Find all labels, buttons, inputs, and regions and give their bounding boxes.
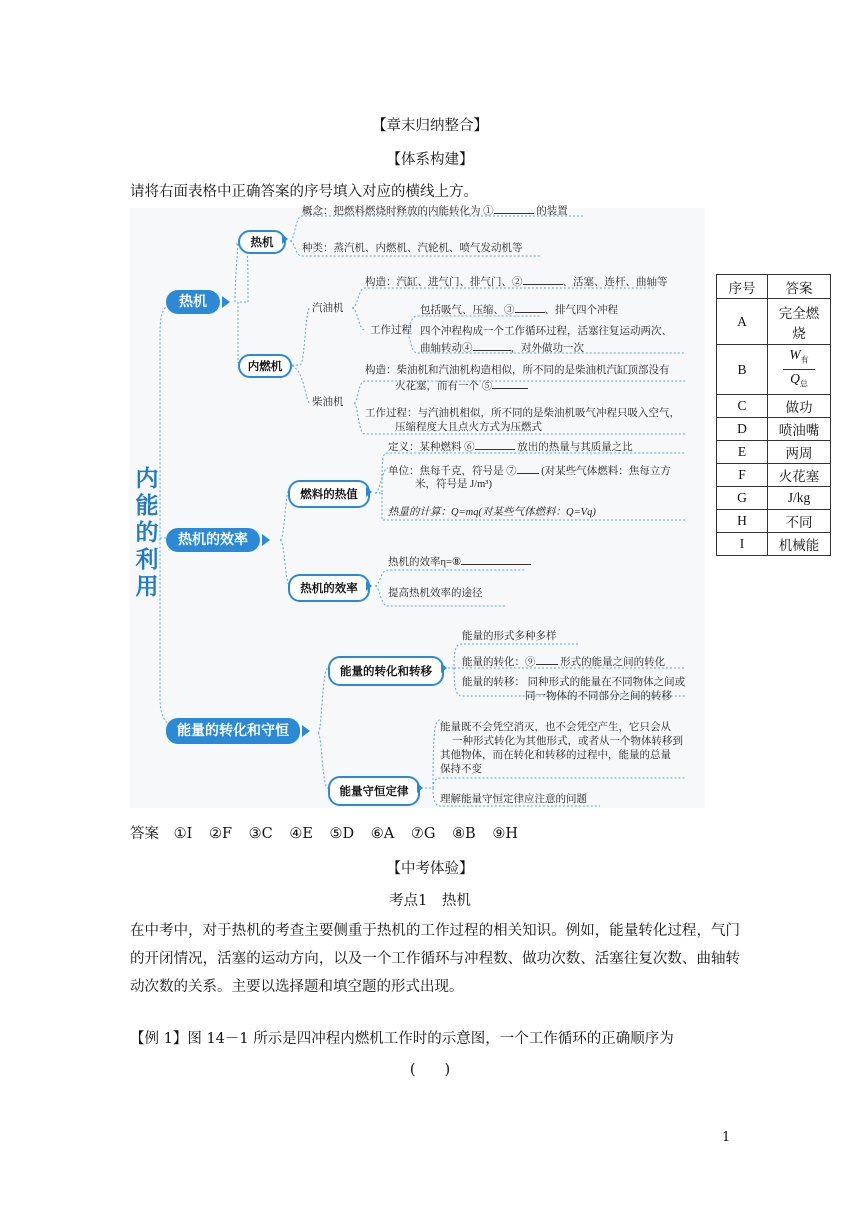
answer-item: ①I	[173, 826, 193, 842]
table-row	[717, 487, 831, 510]
table-value: 火花塞	[768, 464, 831, 487]
diesel-process-2: 压缩程度大且点火方式为压燃式	[395, 422, 542, 433]
efficiency-formula: 热机的效率η=⑧	[388, 553, 531, 570]
branch-efficiency: 热机的效率	[166, 528, 260, 552]
table-header: 答案	[768, 275, 831, 299]
table-key: G	[717, 487, 768, 510]
arrow-icon	[222, 296, 230, 308]
table-key: D	[717, 418, 768, 441]
arrow-icon	[366, 487, 372, 497]
energy-forms: 能量的形式多种多样	[462, 631, 557, 642]
answers-label: 答案	[130, 826, 159, 842]
section-heading: 【体系构建】	[386, 152, 474, 168]
table-value-fraction	[768, 345, 831, 395]
table-row	[717, 299, 831, 345]
node-fuel-heat: 燃料的热值	[288, 480, 370, 508]
conservation-law-3: 其他物体，而在转化和转移的过程中，能量的总量	[440, 750, 671, 761]
branch-energy: 能量的转化和守恒	[166, 718, 300, 744]
petrol-process-2a: 四个冲程构成一个工作循环过程，活塞往复运动两次、	[420, 326, 672, 337]
table-value: 机械能	[768, 533, 831, 556]
label-process: 工作过程	[370, 325, 412, 336]
conservation-law-2: 一种形式转化为其他形式，或者从一个物体转移到	[452, 736, 683, 747]
table-key: H	[717, 510, 768, 533]
answer-item: ②F	[208, 826, 233, 842]
conservation-law-1: 能量既不会凭空消灭，也不会凭空产生，它只会从	[440, 722, 671, 733]
answer-item: ⑥A	[370, 826, 395, 842]
answer-item: ③C	[248, 826, 273, 842]
answer-item: ⑨H	[492, 826, 518, 842]
arrow-icon	[417, 783, 423, 793]
conservation-law-4: 保持不变	[440, 764, 482, 775]
instruction-text: 请将右面表格中正确答案的序号填入对应的横线上方。	[130, 184, 478, 200]
improve-efficiency: 提高热机效率的途径	[388, 588, 483, 599]
petrol-structure: 构造：汽缸、进气门、排气门、② 、活塞、连杆、曲轴等	[365, 273, 668, 290]
arrow-icon	[302, 725, 310, 737]
chapter-heading: 【章末归纳整合】	[372, 118, 488, 134]
mind-map	[130, 208, 705, 808]
table-value: 完全燃 烧	[768, 299, 831, 345]
table-row	[717, 533, 831, 556]
example-1: 【例 1】图 14－1 所示是四冲程内燃机工作时的示意图，一个工作循环的正确顺序为	[130, 1031, 674, 1047]
answers-line	[130, 822, 518, 843]
table-value: 喷油嘴	[768, 418, 831, 441]
diesel-process-1: 工作过程：与汽油机相似，所不同的是柴油机吸气冲程只吸入空气，	[365, 408, 680, 419]
exam-paragraph: 在中考中，对于热机的考查主要侧重于热机的工作过程的相关知识。例如，能量转化过程，气门的开闭情况，活塞的运动方向，以及一个工作循环与冲程数、做功次数、活塞往复次数、曲轴转动次数的关系。主要以选择题和填空题的形式出现。	[130, 923, 740, 995]
energy-transfer-1: 能量的转移： 同种形式的能量在不同物体之间或	[462, 677, 686, 688]
answer-parentheses: ( )	[409, 1062, 451, 1078]
petrol-process-1: 包括吸气、压缩、③ 、排气四个冲程	[420, 301, 618, 318]
table-key: E	[717, 441, 768, 464]
energy-conversion: 能量的转化：⑨ 形式的能量之间的转化	[462, 653, 665, 670]
table-row	[717, 510, 831, 533]
central-title-5: 用	[135, 574, 159, 600]
node-engine-efficiency: 热机的效率	[288, 574, 370, 602]
efficiency-fraction: $\frac{W_有}{Q_总}$	[783, 346, 814, 392]
table-row	[717, 395, 831, 418]
table-row	[717, 418, 831, 441]
table-header: 序号	[717, 275, 768, 299]
central-title-3: 的	[135, 520, 159, 546]
table-row	[717, 345, 831, 395]
heat-calc: 热量的计算：Q=mq(对某些气体燃料：Q=Vq)	[388, 507, 596, 518]
types-text: 种类：蒸汽机、内燃机、汽轮机、喷气发动机等	[302, 243, 523, 254]
energy-transfer-2: 同一物体的不同部分之间的转移	[525, 691, 672, 702]
heat-value-unit-1: 单位：焦每千克，符号是 ⑦ (对某些气体燃料：焦每立方	[388, 462, 671, 479]
table-row	[717, 464, 831, 487]
answer-table	[716, 274, 831, 556]
table-value: 不同	[768, 510, 831, 533]
understand-law: 理解能量守恒定律应注意的问题	[440, 794, 587, 805]
table-key: I	[717, 533, 768, 556]
table-key: A	[717, 299, 768, 345]
table-row	[717, 441, 831, 464]
central-title-4: 利	[135, 547, 159, 573]
answer-item: ⑧B	[452, 826, 476, 842]
arrow-icon	[282, 234, 288, 244]
label-diesel: 柴油机	[312, 397, 344, 408]
answer-item: ④E	[289, 826, 313, 842]
answer-item: ⑤D	[329, 826, 355, 842]
node-energy-conservation: 能量守恒定律	[328, 776, 420, 806]
exam-point: 考点1 热机	[389, 893, 471, 909]
page-number: 1	[722, 1130, 731, 1145]
heat-value-unit-2: 米，符号是 J/m³)	[415, 479, 492, 490]
label-petrol: 汽油机	[312, 303, 344, 314]
arrow-icon	[262, 534, 270, 546]
node-heat-engine: 热机	[238, 230, 286, 254]
concept-text: 概念：把燃料燃烧时释放的内能转化为 ① 的装置	[302, 202, 568, 219]
branch-heat-engine: 热机	[166, 290, 220, 314]
table-value: 两周	[768, 441, 831, 464]
table-value: J/kg	[768, 487, 831, 510]
table-key: B	[717, 345, 768, 395]
node-ice: 内燃机	[238, 354, 292, 378]
table-key: F	[717, 464, 768, 487]
node-energy-transform: 能量的转化和转移	[328, 656, 444, 686]
central-title-1: 内	[135, 466, 159, 492]
central-title-2: 能	[135, 493, 159, 519]
petrol-process-2b: 曲轴转动④ ，对外做功一次	[420, 339, 584, 356]
answer-item: ⑦G	[410, 826, 436, 842]
diesel-structure-2: 火花塞，而有一个 ⑤	[395, 377, 528, 394]
table-value: 做功	[768, 395, 831, 418]
heat-value-definition: 定义：某种燃料 ⑥ 放出的热量与其质量之比	[388, 438, 633, 455]
table-key: C	[717, 395, 768, 418]
arrow-icon	[441, 663, 447, 673]
diesel-structure-1: 构造：柴油机和汽油机构造相似，所不同的是柴油机汽缸顶部没有	[365, 365, 670, 376]
exam-heading: 【中考体验】	[386, 861, 474, 877]
arrow-icon	[366, 581, 372, 591]
